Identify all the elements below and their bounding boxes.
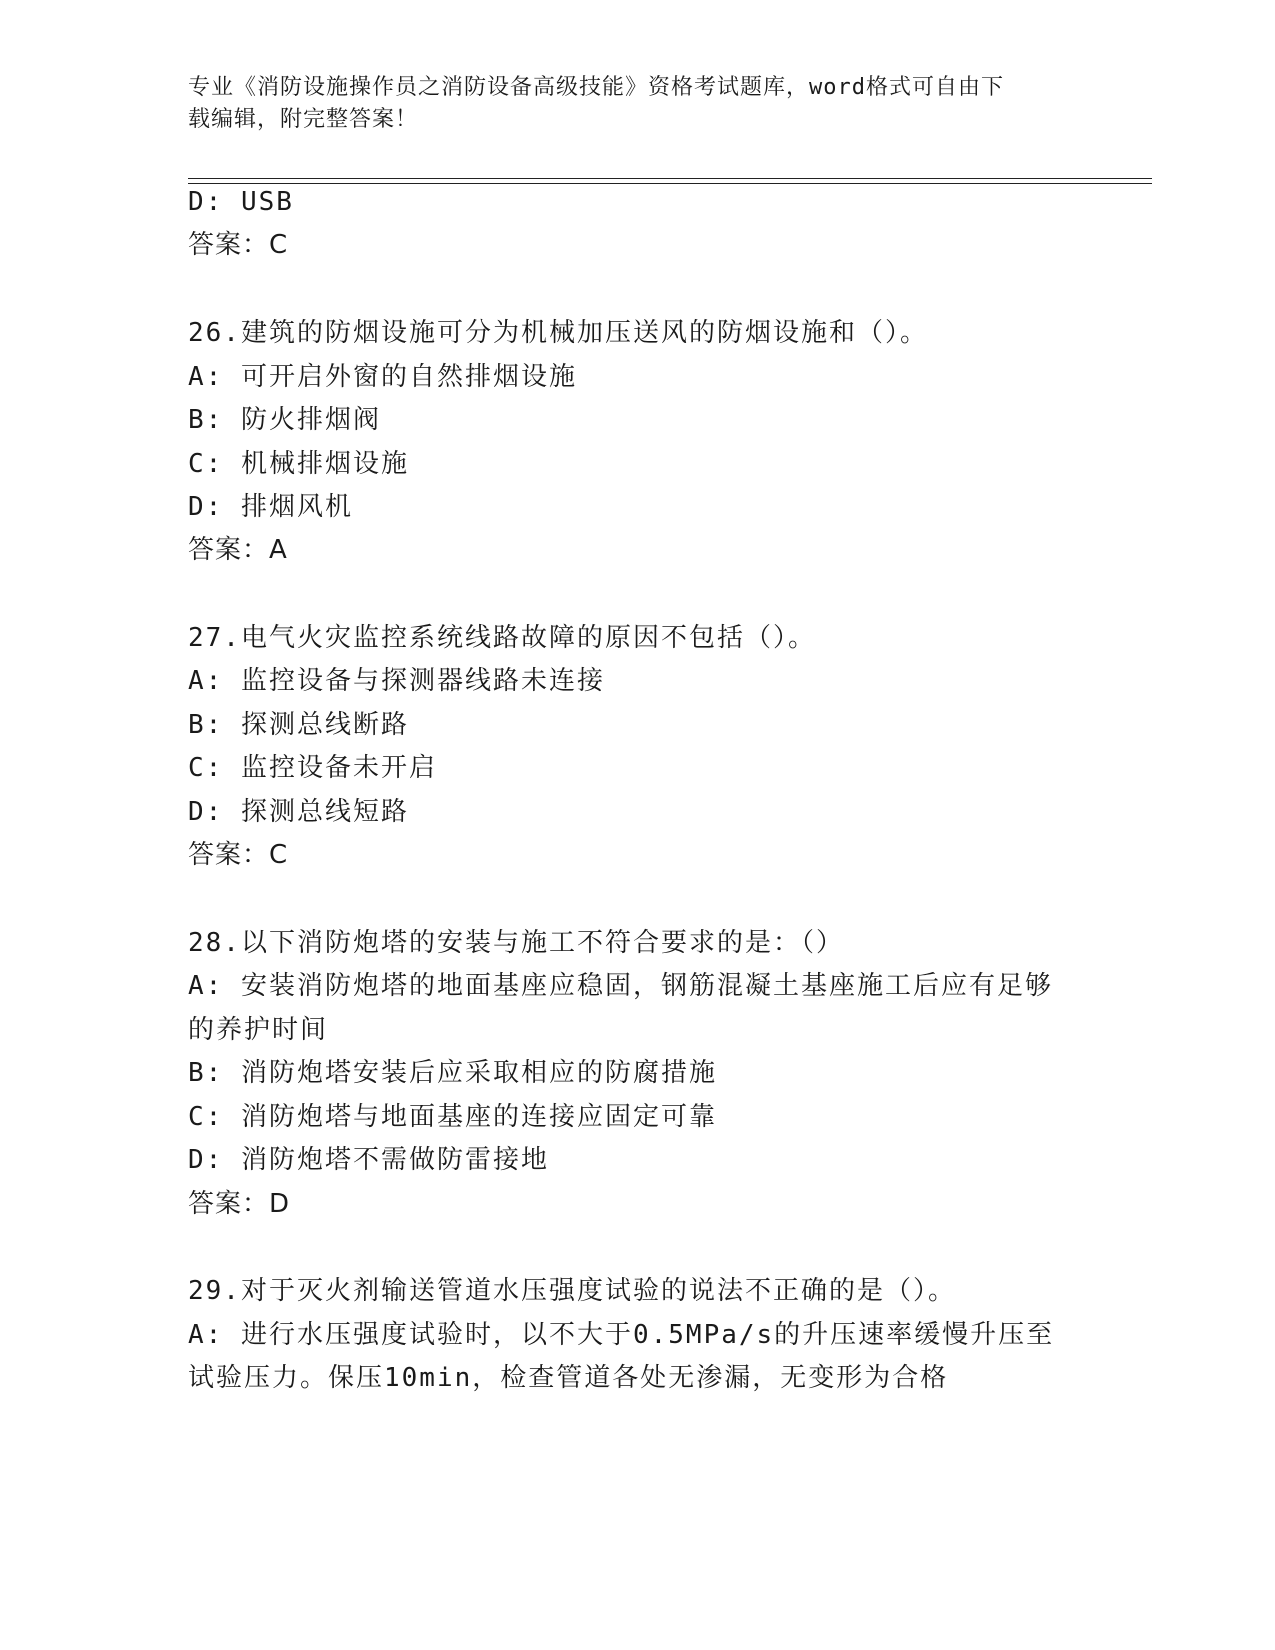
q28-title: 28.以下消防炮塔的安装与施工不符合要求的是：（） (188, 928, 844, 958)
q26-answer: 答案：A (188, 535, 288, 565)
q25-option-d: D: USB (188, 187, 294, 217)
q28-option-c: C: 消防炮塔与地面基座的连接应固定可靠 (188, 1102, 717, 1132)
q29-option-a-continued: 试验压力。保压10min，检查管道各处无渗漏，无变形为合格 (188, 1363, 949, 1393)
q28-option-a: A: 安装消防炮塔的地面基座应稳固，钢筋混凝土基座施工后应有足够 (188, 971, 1053, 1001)
q26-option-c: C: 机械排烟设施 (188, 449, 409, 479)
header-line-2: 载编辑，附完整答案！ (188, 107, 419, 132)
q27-option-b: B: 探测总线断路 (188, 710, 409, 740)
header-divider-bottom (188, 183, 1152, 184)
q28-option-a-continued: 的养护时间 (188, 1015, 329, 1045)
q26-title: 26.建筑的防烟设施可分为机械加压送风的防烟设施和（）。 (188, 318, 928, 348)
header-divider-top (188, 178, 1152, 179)
q28-option-d: D: 消防炮塔不需做防雷接地 (188, 1145, 549, 1175)
q26-option-b: B: 防火排烟阀 (188, 405, 381, 435)
q25-answer: 答案：C (188, 230, 289, 260)
q26-option-a: A: 可开启外窗的自然排烟设施 (188, 362, 577, 392)
document-header (188, 72, 1088, 136)
q27-title: 27.电气火灾监控系统线路故障的原因不包括（）。 (188, 623, 816, 653)
q26-option-d: D: 排烟风机 (188, 492, 353, 522)
q27-option-c: C: 监控设备未开启 (188, 753, 437, 783)
q27-answer: 答案：C (188, 840, 289, 870)
q27-option-d: D: 探测总线短路 (188, 797, 409, 827)
header-line-1: 专业《消防设施操作员之消防设备高级技能》资格考试题库，word格式可自由下 (188, 75, 1004, 100)
q29-option-a: A: 进行水压强度试验时，以不大于0.5MPa/s的升压速率缓慢升压至 (188, 1320, 1055, 1350)
q28-answer: 答案：D (188, 1189, 291, 1219)
q29-title: 29.对于灭火剂输送管道水压强度试验的说法不正确的是（）。 (188, 1276, 956, 1306)
q27-option-a: A: 监控设备与探测器线路未连接 (188, 666, 605, 696)
q28-option-b: B: 消防炮塔安装后应采取相应的防腐措施 (188, 1058, 717, 1088)
